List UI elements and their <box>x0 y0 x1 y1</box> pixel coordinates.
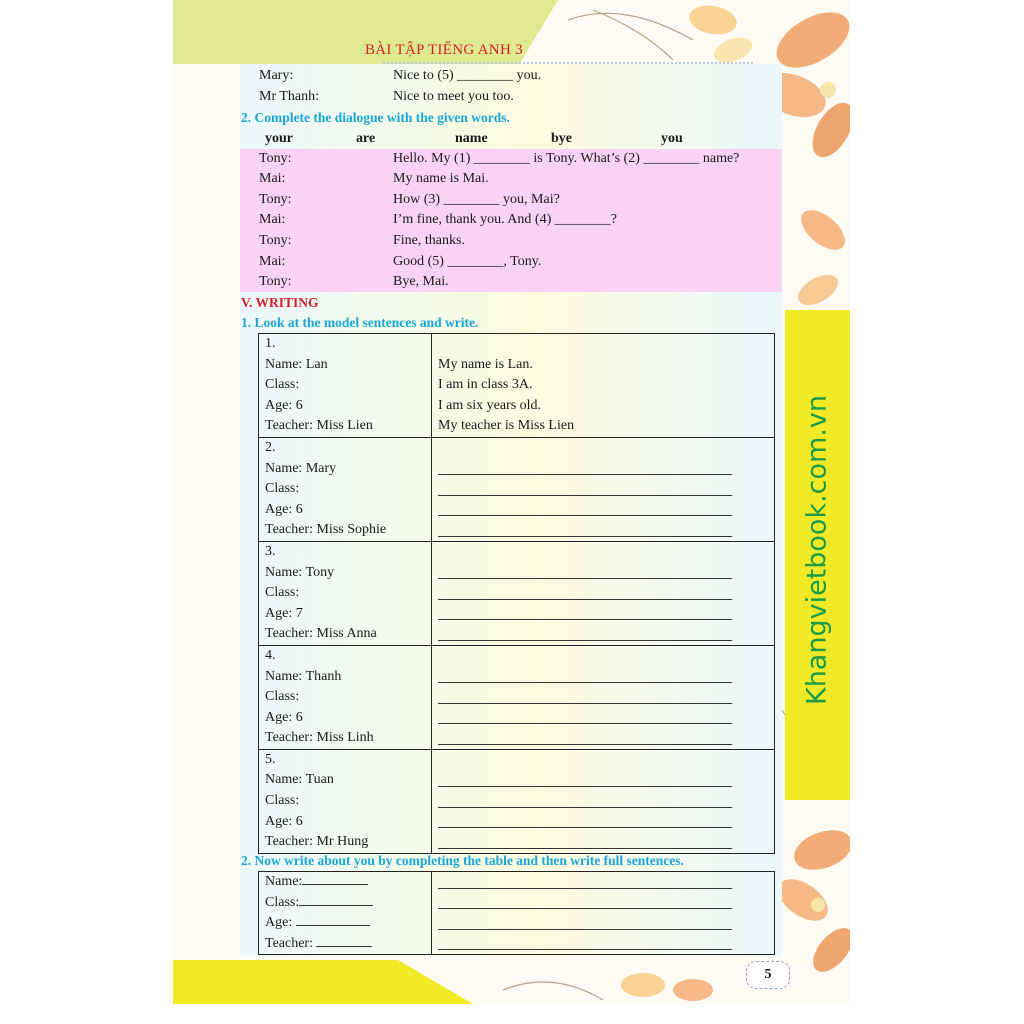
profile-name: Name: Mary <box>265 460 337 476</box>
answer-line[interactable] <box>438 624 774 645</box>
answer-line[interactable] <box>438 728 774 749</box>
dialogue-speaker: Mai: <box>259 171 286 186</box>
profile-name: Name: Tuan <box>265 772 334 788</box>
row-number: 4. <box>265 647 276 663</box>
answer-line[interactable] <box>438 520 774 541</box>
profile-class: Class: <box>265 585 300 601</box>
profile-cell <box>259 334 432 438</box>
dialogue-speaker: Tony: <box>259 274 292 289</box>
row-number: 3. <box>265 543 276 559</box>
profile-age: Age: 6 <box>265 709 303 725</box>
answer-cell[interactable] <box>432 749 775 853</box>
field-label: Teacher: <box>265 935 313 951</box>
website-text: Khangvietbook.com.vn <box>801 394 833 706</box>
table-row <box>259 437 775 541</box>
profile-cell <box>259 749 432 853</box>
workbook-page <box>173 0 850 1004</box>
profile-cell <box>259 645 432 749</box>
section-heading: V. WRITING <box>241 295 319 310</box>
profile-class: Class: <box>265 793 300 809</box>
table-row <box>259 872 775 955</box>
profile-teacher: Teacher: Miss Anna <box>265 626 377 642</box>
profile-age: Age: 6 <box>265 397 303 413</box>
answer-line[interactable] <box>438 459 774 480</box>
profile-teacher: Teacher: Miss Linh <box>265 730 374 746</box>
table-row <box>259 645 775 749</box>
dialogue-line: I’m fine, thank you. And (4) ________? <box>393 212 617 227</box>
model-sentence: I am in class 3A. <box>438 377 533 393</box>
answer-line[interactable] <box>438 667 774 688</box>
self-table <box>258 871 775 955</box>
answer-line[interactable] <box>438 934 774 955</box>
dialogue-speaker: Tony: <box>259 151 292 166</box>
answer-cell[interactable] <box>432 872 775 955</box>
dialogue-speaker: Mary: <box>259 68 294 83</box>
profile-age: Age: 6 <box>265 501 303 517</box>
dialogue-line: My name is Mai. <box>393 171 489 186</box>
answer-line[interactable] <box>438 812 774 833</box>
answer-line[interactable] <box>438 708 774 729</box>
dialogue-speaker: Mai: <box>259 254 286 269</box>
word-bank-item: are <box>356 131 376 146</box>
dialogue-speaker: Tony: <box>259 233 292 248</box>
page-title: BÀI TẬP TIẾNG ANH 3 <box>365 42 523 58</box>
model-sentence: My teacher is Miss Lien <box>438 418 575 434</box>
answer-line[interactable] <box>438 893 774 914</box>
dialogue-line: Bye, Mai. <box>393 274 449 289</box>
name-blank[interactable] <box>302 872 368 885</box>
answer-cell[interactable] <box>432 541 775 645</box>
profile-name: Name: Tony <box>265 564 335 580</box>
answer-line[interactable] <box>438 583 774 604</box>
dialogue-line: Fine, thanks. <box>393 233 465 248</box>
model-sentence: My name is Lan. <box>438 356 533 372</box>
profile-teacher: Teacher: Miss Lien <box>265 418 373 434</box>
answer-cell <box>432 334 775 438</box>
word-bank-item: bye <box>551 131 572 146</box>
profile-class: Class: <box>265 689 300 705</box>
answer-line[interactable] <box>438 791 774 812</box>
teacher-blank[interactable] <box>316 934 372 947</box>
exercise-heading: 1. Look at the model sentences and write. <box>241 315 479 330</box>
table-row <box>259 334 775 438</box>
dialogue-speaker: Mr Thanh: <box>259 89 320 104</box>
age-blank[interactable] <box>296 913 370 926</box>
table-row <box>259 749 775 853</box>
answer-cell[interactable] <box>432 437 775 541</box>
profile-name: Name: Lan <box>265 356 328 372</box>
field-label: Name: <box>265 874 303 889</box>
word-bank-item: name <box>455 131 488 146</box>
profile-teacher: Teacher: Mr Hung <box>265 834 369 850</box>
dialogue-line: Nice to (5) ________ you. <box>393 68 542 83</box>
profile-cell <box>259 541 432 645</box>
field-label: Class: <box>265 894 300 910</box>
row-number: 2. <box>265 439 276 455</box>
writing-table <box>258 333 775 854</box>
dialogue-line: How (3) ________ you, Mai? <box>393 192 560 207</box>
profile-cell <box>259 437 432 541</box>
answer-line[interactable] <box>438 687 774 708</box>
dialogue-line: Good (5) ________, Tony. <box>393 254 542 269</box>
word-bank-item: your <box>265 131 293 146</box>
profile-name: Name: Thanh <box>265 668 342 684</box>
table-row <box>259 541 775 645</box>
profile-age: Age: 6 <box>265 813 303 829</box>
answer-line[interactable] <box>438 770 774 791</box>
field-label: Age: <box>265 915 293 931</box>
dialogue-speaker: Mai: <box>259 212 286 227</box>
answer-line[interactable] <box>438 832 774 853</box>
answer-line[interactable] <box>438 479 774 500</box>
page-number: 5 <box>746 961 790 989</box>
dialogue-line: Hello. My (1) ________ is Tony. What’s (2) ________ name? <box>393 151 740 166</box>
profile-teacher: Teacher: Miss Sophie <box>265 522 387 538</box>
answer-line[interactable] <box>438 913 774 934</box>
answer-line[interactable] <box>438 872 774 893</box>
answer-line[interactable] <box>438 563 774 584</box>
word-bank-item: you <box>661 131 683 146</box>
row-number: 1. <box>265 336 276 351</box>
dialogue-speaker: Tony: <box>259 192 292 207</box>
model-sentence: I am six years old. <box>438 397 542 413</box>
answer-cell[interactable] <box>432 645 775 749</box>
row-number: 5. <box>265 751 276 767</box>
profile-class: Class: <box>265 377 300 393</box>
answer-line[interactable] <box>438 604 774 625</box>
answer-line[interactable] <box>438 500 774 521</box>
self-fields-cell <box>259 872 432 955</box>
exercise-heading: 2. Now write about you by completing the table and then write full sentences. <box>241 853 684 868</box>
exercise-heading: 2. Complete the dialogue with the given words. <box>241 110 510 125</box>
profile-class: Class: <box>265 481 300 497</box>
profile-age: Age: 7 <box>265 605 303 621</box>
class-blank[interactable] <box>299 893 373 906</box>
dialogue-line: Nice to meet you too. <box>393 89 514 104</box>
